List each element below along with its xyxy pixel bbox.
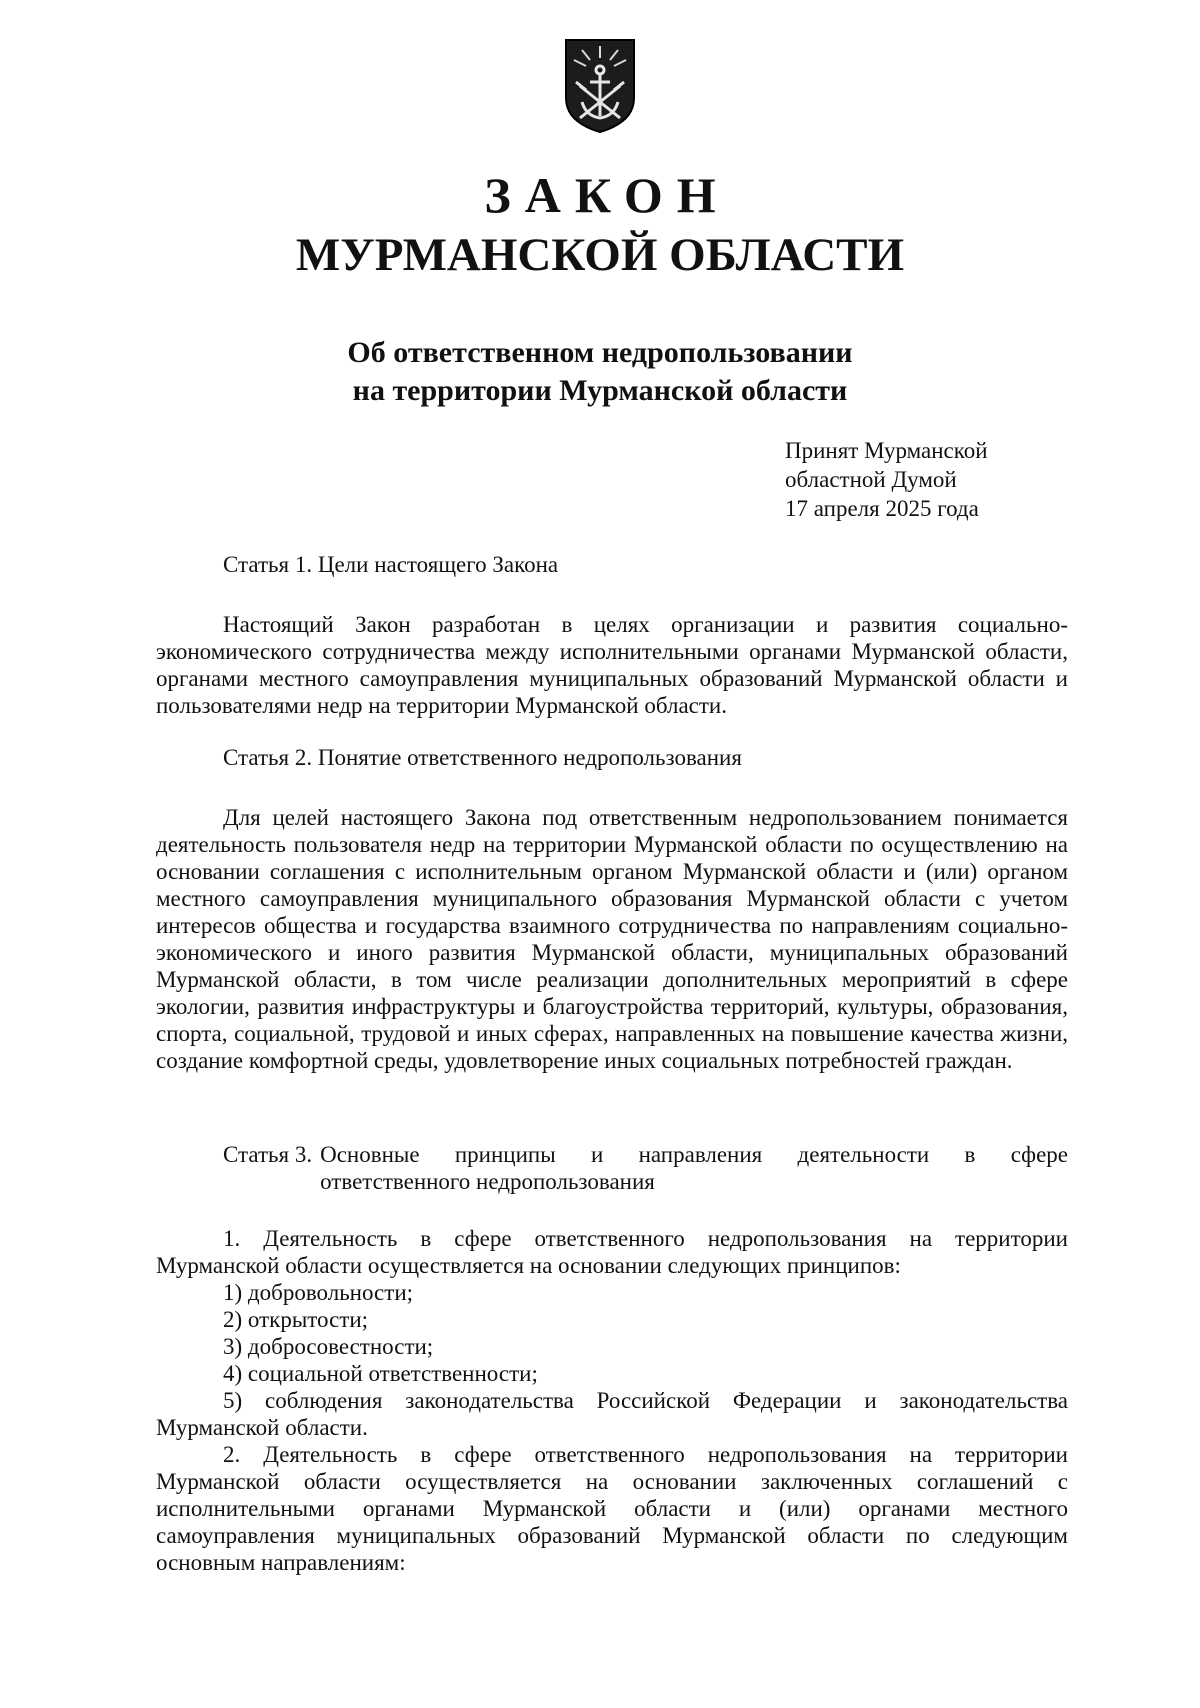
principle-item: 3) добросовестности; bbox=[223, 1334, 434, 1359]
principle-item-5: 5) соблюдения законодательства Российской Федерации и законодательства Мурманской области. bbox=[156, 1388, 1068, 1440]
law-name-line-2: на территории Мурманской области bbox=[352, 374, 848, 407]
adoption-date: 17 апреля 2025 года bbox=[785, 496, 979, 521]
adoption-line-2: областной Думой bbox=[785, 467, 957, 492]
law-name bbox=[0, 334, 1200, 410]
principle-item: 4) социальной ответственности; bbox=[223, 1361, 538, 1386]
document-region-title: МУРМАНСКОЙ ОБЛАСТИ bbox=[295, 229, 905, 281]
article-3-heading bbox=[223, 1141, 1068, 1195]
article-3-title-line-2: ответственного недропользования bbox=[320, 1169, 655, 1194]
article-2-body bbox=[156, 804, 1068, 1074]
article-2-heading: Статья 2. Понятие ответственного недропользования bbox=[223, 745, 742, 770]
article-3-para-2: 2. Деятельность в сфере ответственного недропользования на территории Мурманской области осуществляется на основании заключенных соглашений с исполнительными органами Мурманской области и (или) органами местного самоуправления муниципальных образований Мурманской области по следующим основным направлениям: bbox=[156, 1442, 1068, 1575]
law-name-line-1: Об ответственном недропользовании bbox=[347, 336, 853, 369]
article-3-body bbox=[156, 1225, 1068, 1576]
article-3-para-1: 1. Деятельность в сфере ответственного недропользования на территории Мурманской области осуществляется на основании следующих принципов: bbox=[156, 1226, 1068, 1278]
article-1-body bbox=[156, 611, 1068, 719]
article-3-title-line-1: Основные принципы и направления деятельности в сфере bbox=[320, 1142, 1068, 1167]
murmansk-coat-of-arms-icon bbox=[560, 36, 640, 136]
principle-item: 2) открытости; bbox=[223, 1307, 369, 1332]
article-3-title bbox=[320, 1141, 1068, 1195]
article-1-text: Настоящий Закон разработан в целях организации и развития социально-экономического сотрудничества между исполнительными органами Мурманской области, органами местного самоуправления муниципальных образований Мурманской области и пользователями недр на территории Мурманской области. bbox=[156, 612, 1068, 718]
article-3-number: Статья 3. bbox=[223, 1142, 313, 1167]
article-1-heading: Статья 1. Цели настоящего Закона bbox=[223, 552, 559, 577]
adoption-note bbox=[785, 436, 988, 523]
article-2-text: Для целей настоящего Закона под ответственным недропользованием понимается деятельность пользователя недр на территории Мурманской области по осуществлению на основании соглашения с исполнительным органом Мурманской области и (или) органом местного самоуправления муниципального образования Мурманской области с учетом интересов общества и государства взаимного сотрудничества по направлениям социально-экономического и иного развития Мурманской области, муниципальных образований Мурманской области, в том числе реализации дополнительных мероприятий в сфере экологии, развития инфраструктуры и благоустройства территорий, культуры, образования, спорта, социальной, трудовой и иных сферах, направленных на повышение качества жизни, создание комфортной среды, удовлетворение иных социальных потребностей граждан. bbox=[156, 805, 1068, 1073]
principle-item: 1) добровольности; bbox=[223, 1280, 414, 1305]
document-title: ЗАКОН bbox=[484, 167, 730, 223]
adoption-line-1: Принят Мурманской bbox=[785, 438, 988, 463]
